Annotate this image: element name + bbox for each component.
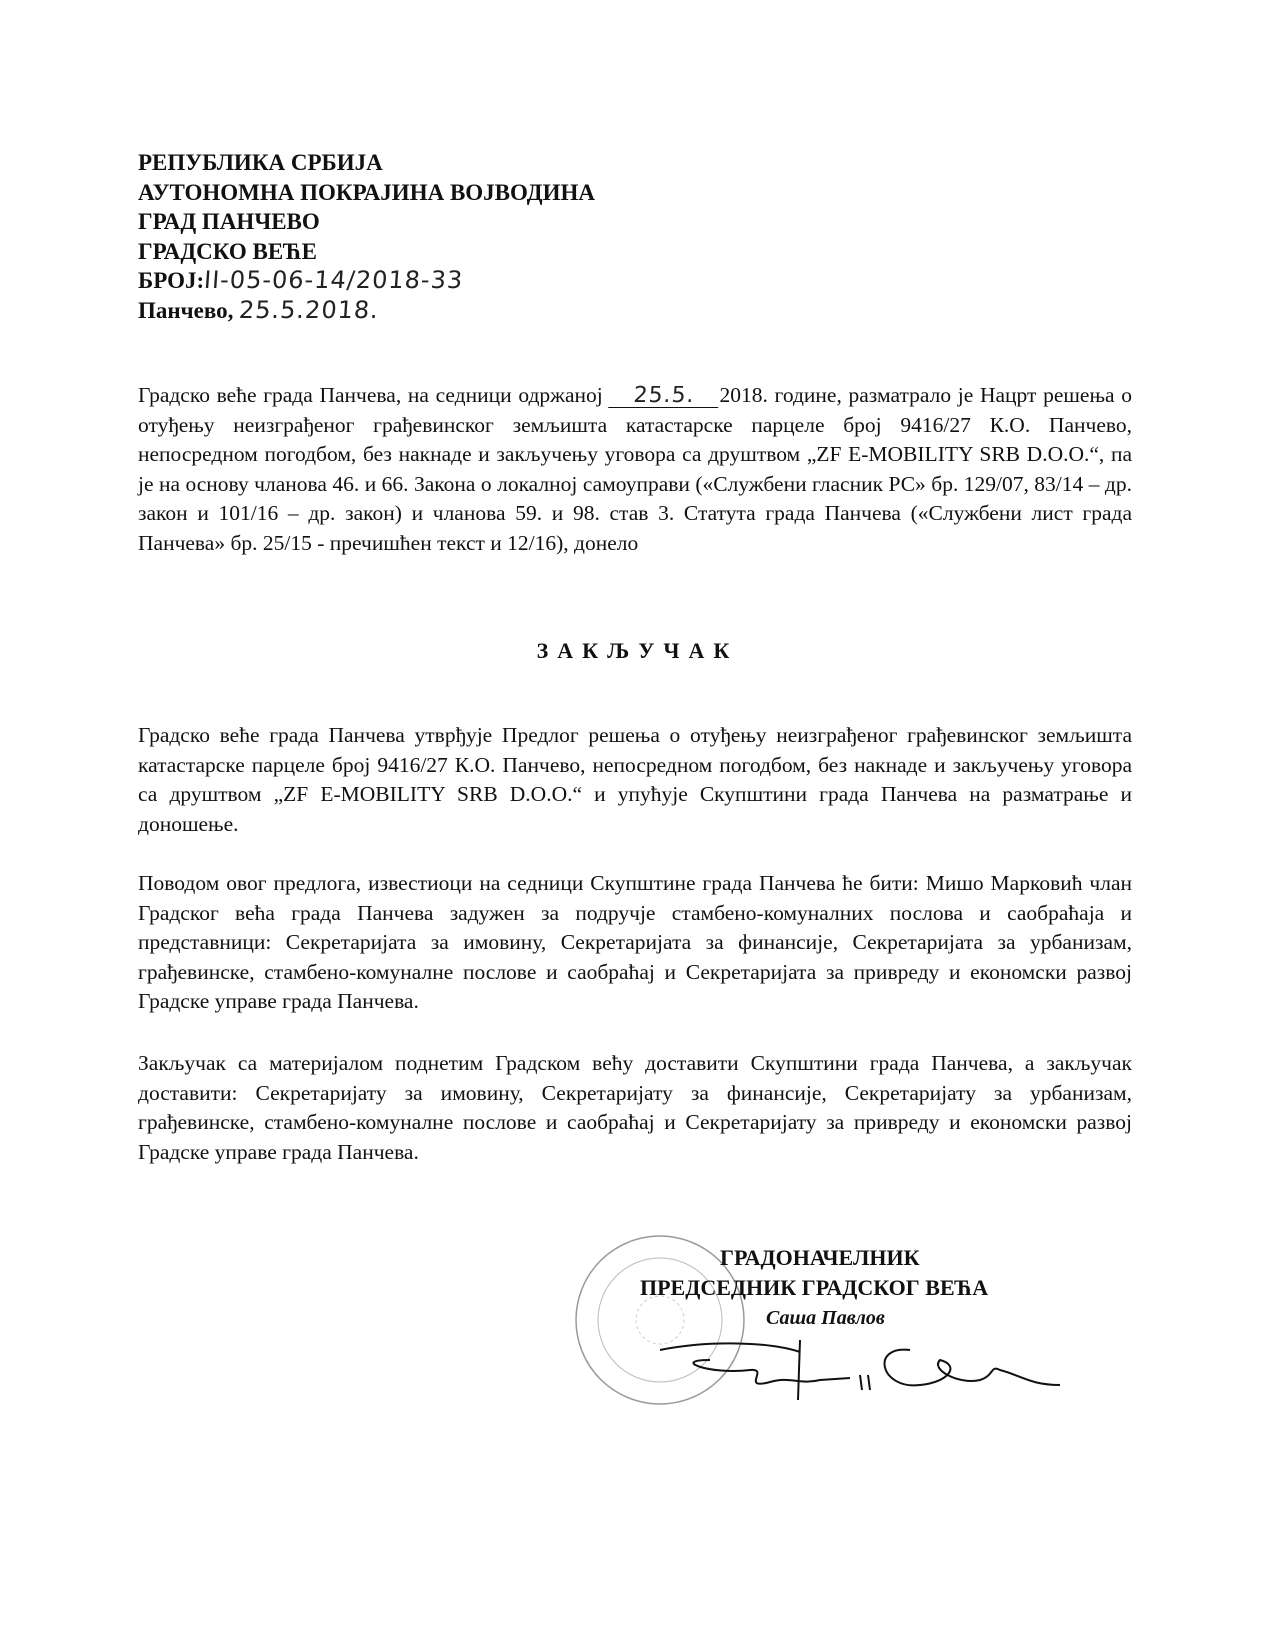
document-place-date <box>138 296 595 326</box>
handwritten-number: II-05-06-14/2018-33 <box>203 266 465 294</box>
header-line: ГРАД ПАНЧЕВО <box>138 209 320 234</box>
handwritten-signature <box>650 1330 1070 1410</box>
signature-block <box>640 1243 989 1333</box>
document-number <box>138 266 595 296</box>
handwritten-session-date: 25.5. <box>609 385 721 408</box>
number-label: БРОЈ: <box>138 268 205 293</box>
header-line: ГРАДСКО ВЕЋЕ <box>138 238 317 264</box>
body-paragraph: Градско веће града Панчева утврђује Предлог решења о отуђењу неизграђеног грађевинског земљишта катастарске парцеле број 9416/27 К.О. Панчево, непосредном погодбом, без накнаде и закључењу уговора са друштвом „ZF E-MOBILITY SRB D.O.O.“ и упућује Скупштини града Панчева на разматрање и доношење. <box>138 723 1132 836</box>
intro-paragraph <box>138 381 1132 558</box>
signatory-position: ПРЕДСЕДНИК ГРАДСКОГ ВЕЋА <box>640 1275 989 1300</box>
place-label: Панчево, <box>138 297 234 323</box>
header-line: РЕПУБЛИКА СРБИЈА <box>138 150 383 175</box>
document-header <box>138 148 595 325</box>
intro-text-after: 2018. године, разматрало је Нацрт решења о отуђењу неизграђеног грађевинског земљишта катастарске парцеле број 9416/27 К.О. Панчево, непосредном погодбом, без накнаде и закључењу уговора са друштвом „ZF E-MOBILITY SRB D.O.O.“, па је на основу чланова 46. и 66. Закона о локалној самоуправи («Службени гласник РС» бр. 129/07, 83/14 – др. закон и 101/16 – др. закон) и чланова 59. и 98. став 3. Статута града Панчева («Службени лист града Панчева» бр. 25/15 - пречишћен текст и 12/16), донело <box>138 383 1133 555</box>
intro-text-before: Градско веће града Панчева, на седници одржаној <box>138 383 603 407</box>
body-paragraph: Поводом овог предлога, известиоци на седници Скупштине града Панчева ће бити: Мишо Марковић члан Градског већа града Панчева задужен за подручје стамбено-комуналних послова и саобраћаја и представници: Секретаријата за имовину, Секретаријата за финансије, Секретаријата за урбанизам, грађевинске, стамбено-комуналне послове и саобраћај и Секретаријата за привреду и економски развој Градске управе града Панчева. <box>138 871 1132 1013</box>
document-title: ЗАКЉУЧАК <box>536 638 739 663</box>
header-line: АУТОНОМНА ПОКРАЈИНА ВОЈВОДИНА <box>138 179 595 205</box>
body-paragraph: Закључак са материјалом поднетим Градском већу доставити Скупштини града Панчева, а закључак доставити: Секретаријату за имовину, Секретаријату за финансије, Секретаријату за урбанизам, грађевинске, стамбено-комуналне послове и саобраћај и Секретаријату за привреду и економски развој Градске управе града Панчева. <box>138 1051 1132 1164</box>
signatory-title: ГРАДОНАЧЕЛНИК <box>720 1245 920 1270</box>
handwritten-date: 25.5.2018. <box>238 295 380 324</box>
signatory-name: Саша Павлов <box>766 1307 885 1329</box>
